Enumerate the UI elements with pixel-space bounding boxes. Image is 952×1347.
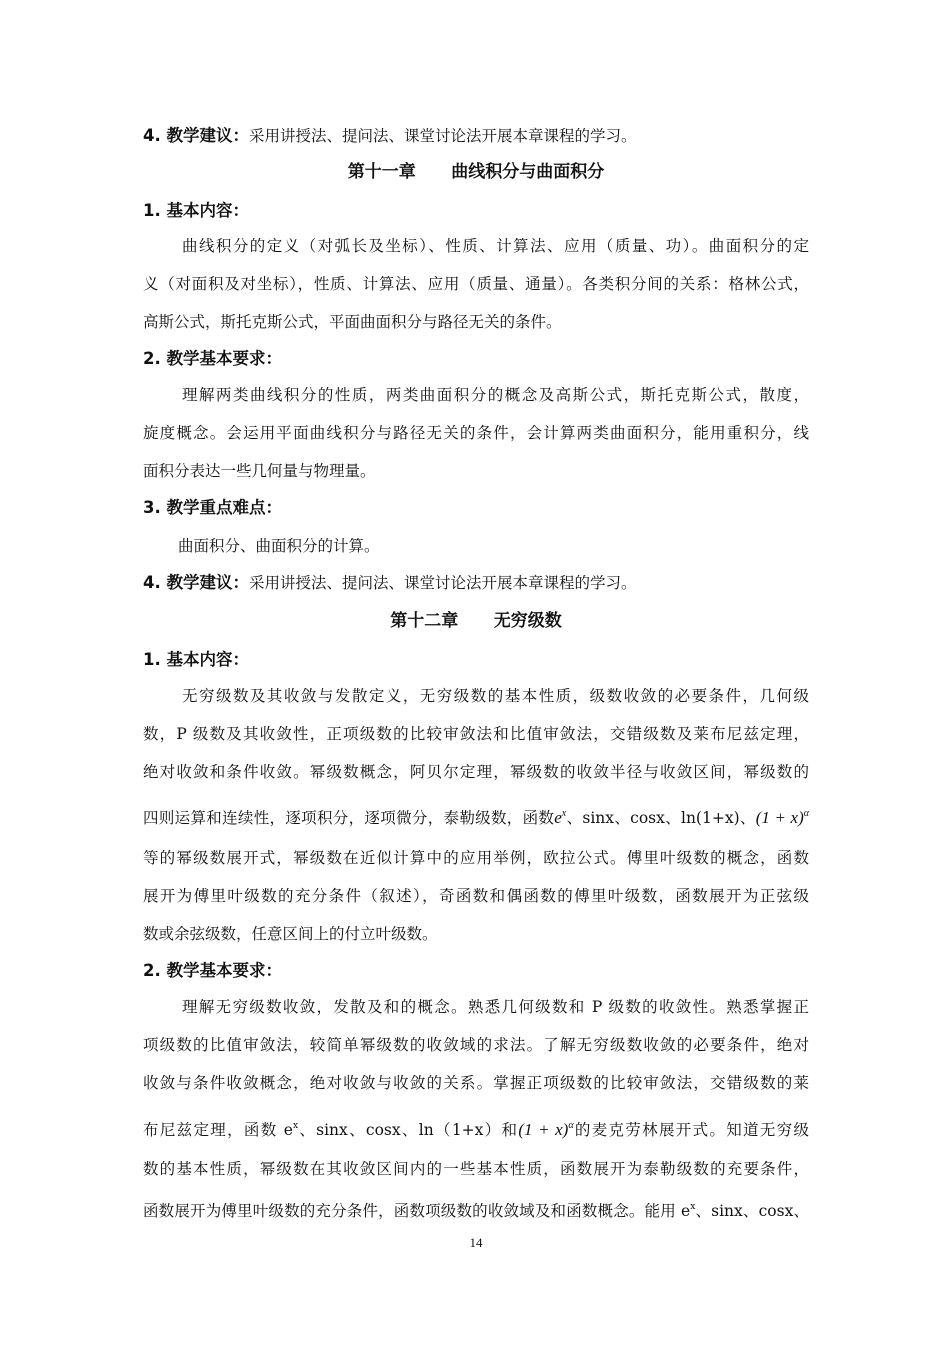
ch11-content-line-3: 高斯公式，斯托克斯公式，平面曲面积分与路径无关的条件。 xyxy=(143,313,562,331)
ch11-content-line-1: 曲线积分的定义（对弧长及坐标）、性质、计算法、应用（质量、功）。曲面积分的定 xyxy=(182,237,809,255)
ch12-content-heading: 1. 基本内容： xyxy=(143,650,249,669)
math-e-power-x: $e^x$ xyxy=(554,808,567,827)
ch12-content-line-6: 展开为傅里叶级数的充分条件（叙述），奇函数和偶函数的傅里叶级数，函数展开为正弦级 xyxy=(143,887,809,905)
chapter-12-title: 第十二章 无穷级数 xyxy=(390,611,562,631)
ch12-content-line-4-middle: 、sinx、cosx、ln(1+x)、 xyxy=(566,809,756,827)
ch12-content-line-2: 数，P 级数及其收敛性，正项级数的比较审敛法和比值审敛法，交错级数及莱布尼兹定理， xyxy=(143,725,809,743)
ch12-content-line-3: 绝对收敛和条件收敛。幂级数概念，阿贝尔定理，幂级数的收敛半径与收敛区间，幂级数的 xyxy=(143,763,809,781)
ch12-content-line-4-before: 四则运算和连续性，逐项积分，逐项微分，泰勒级数，函数 xyxy=(143,809,555,827)
ch11-req-line-2: 旋度概念。会运用平面曲线积分与路径无关的条件，会计算两类曲面积分，能用重积分，线 xyxy=(143,424,809,442)
page-number: 14 xyxy=(469,1235,483,1250)
math-one-plus-x-power-alpha: $(1 + x)^\alpha$ xyxy=(518,1120,574,1139)
chapter-11-title: 第十一章 曲线积分与曲面积分 xyxy=(347,162,605,182)
ch12-req-line-3: 收敛与条件收敛概念，绝对收敛与收敛的关系。掌握正项级数的比较审敛法，交错级数的莱 xyxy=(143,1074,809,1092)
ch11-advice-text: 采用讲授法、提问法、课堂讨论法开展本章课程的学习。 xyxy=(249,574,637,592)
ch12-req-line-4: 布尼兹定理，函数 $e^x$、sinx、cosx、ln（1+x）和$(1 + x)^\alpha$的麦克劳林展开式。知道无穷级 xyxy=(143,1120,809,1139)
ch12-content-line-7: 数或余弦级数，任意区间上的付立叶级数。 xyxy=(143,925,438,943)
ch11-req-heading: 2. 教学基本要求： xyxy=(143,349,282,368)
ch11-content-line-2: 义（对面积及对坐标），性质、计算法、应用（质量、通量）。各类积分间的关系：格林公式， xyxy=(143,275,809,293)
ch12-req-line-6: 函数展开为傅里叶级数的充分条件，函数项级数的收敛域及和函数概念。能用 $e^x$、sinx、cosx、 xyxy=(143,1202,809,1220)
ch12-req-line-1: 理解无穷级数收敛，发散及和的概念。熟悉几何级数和 P 级数的收敛性。熟悉掌握正 xyxy=(182,998,809,1016)
ch12-content-line-1: 无穷级数及其收敛与发散定义，无穷级数的基本性质，级数收敛的必要条件，几何级 xyxy=(182,687,809,705)
prev-advice-line xyxy=(143,125,637,147)
ch12-req-heading: 2. 教学基本要求： xyxy=(143,961,282,980)
math-one-plus-x-power-alpha: $(1 + x)^\alpha$ xyxy=(755,808,809,827)
ch11-content-heading: 1. 基本内容： xyxy=(143,201,249,220)
ch12-content-line-5: 等的幂级数展开式，幂级数在近似计算中的应用举例，欧拉公式。傅里叶级数的概念，函数 xyxy=(143,849,809,867)
ch12-content-line-4 xyxy=(143,803,809,829)
ch11-advice-line xyxy=(143,572,637,594)
prev-advice-heading: 4. 教学建议： xyxy=(143,126,249,145)
ch11-key-text: 曲面积分、曲面积分的计算。 xyxy=(178,537,380,555)
ch11-key-heading: 3. 教学重点难点： xyxy=(143,498,282,517)
ch11-req-line-1: 理解两类曲线积分的性质，两类曲面积分的概念及高斯公式，斯托克斯公式，散度， xyxy=(182,386,809,404)
ch11-req-line-3: 面积分表达一些几何量与物理量。 xyxy=(143,462,376,480)
prev-advice-text: 采用讲授法、提问法、课堂讨论法开展本章课程的学习。 xyxy=(249,127,637,145)
ch11-advice-heading: 4. 教学建议： xyxy=(143,573,249,592)
ch12-req-line-2: 项级数的比值审敛法，较简单幂级数的收敛域的求法。了解无穷级数收敛的必要条件，绝对 xyxy=(143,1036,809,1054)
ch12-req-line-5: 数的基本性质，幂级数在其收敛区间内的一些基本性质，函数展开为泰勒级数的充要条件， xyxy=(143,1160,809,1178)
